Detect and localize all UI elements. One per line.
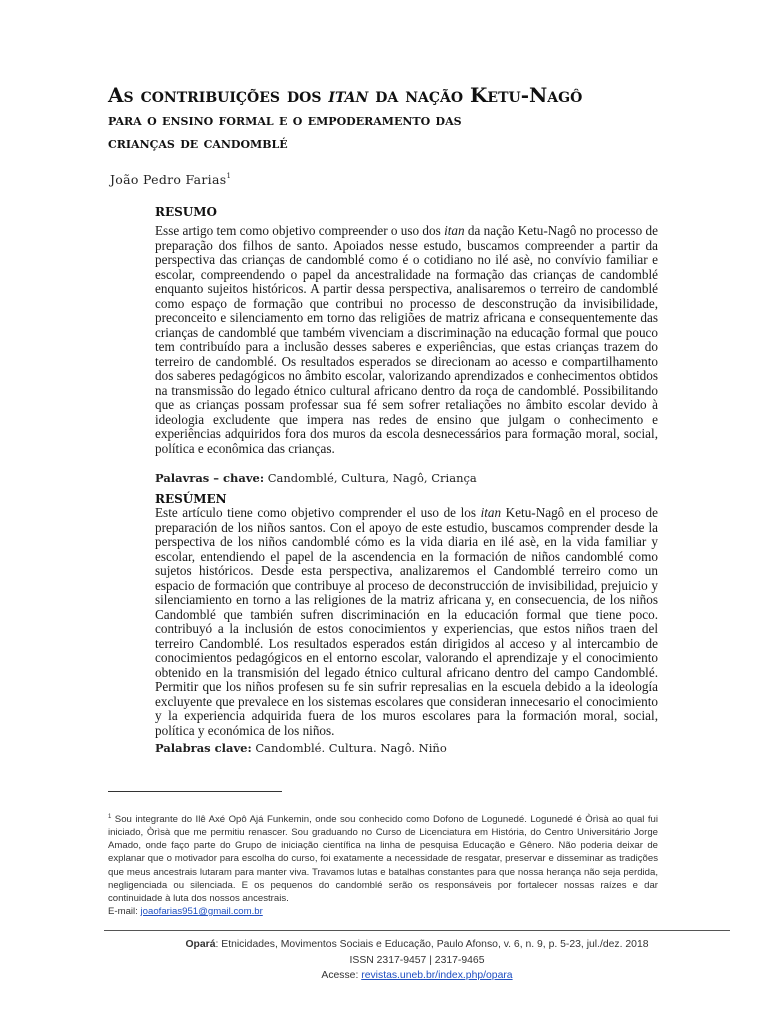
footer-access-link[interactable]: revistas.uneb.br/index.php/opara bbox=[361, 970, 513, 981]
resumo-keywords-label: Palavras – chave: bbox=[155, 471, 265, 485]
footnote-divider bbox=[108, 791, 282, 792]
footnote-marker: 1 bbox=[108, 814, 112, 820]
resumen-keywords bbox=[155, 741, 658, 755]
resumo-keywords bbox=[155, 471, 658, 485]
title-line2: para o ensino formal e o empoderamento das bbox=[108, 110, 462, 129]
title-part1: As contribuições dos bbox=[108, 83, 329, 107]
footer-citation bbox=[104, 937, 730, 953]
author-name: João Pedro Farias bbox=[110, 172, 227, 187]
footer-issn: ISSN 2317-9457 | 2317-9465 bbox=[349, 954, 485, 966]
page-footer bbox=[104, 937, 730, 984]
resumen-keywords-list: Candomblé. Cultura. Nagô. Niño bbox=[251, 741, 447, 755]
resumo-keywords-list: Candomblé, Cultura, Nagô, Criança bbox=[264, 471, 477, 485]
resumen-text-2: Ketu-Nagô en el proceso de preparación de los niños santos. Con el apoyo de este estudio, buscamos comprender desde la perspectiva de los niños candomblé cómo es la vida diaria en ilé asè, en la vida familiar y escolar, entendiendo el papel de la ascendencia en la formación de niños candomblé como sujetos históricos. Desde esta perspectiva, analizaremos el Candomblé terreiro como un espacio de formación que contribuye al proceso de deconstrucción de invisibilidad, prejuicio y silenciamiento en torno a las religiones de la matriz africana y, en consecuencia, de los niños Candomblé que también sufren discriminación en la educación formal que tiene poco. contribuyó a la inclusión de estos conocimientos y experiencias, que estos niños traen del terreiro Candomblé. Los resultados esperados están dirigidos al acceso y al intercambio de conocimientos pedagógicos en el entorno escolar, valorando el aprendizaje y el conocimiento obtenido en la transmisión del legado étnico cultural africano dentro del campo Candomblé. Permitir que los niños profesen su fe sin sufrir represalias en la escuela debido a la ideología excluyente que prevalece en los sistemas escolares que consideran innecesario el conocimiento y la experiencia adquirida fuera de los muros escolares para la formación moral, social, política y económica de los niños. bbox=[155, 505, 659, 738]
title-part2: da nação Ketu-Nagô bbox=[368, 83, 583, 107]
footer-divider bbox=[104, 930, 730, 931]
resumo-heading: RESUMO bbox=[155, 205, 217, 219]
author-line bbox=[110, 172, 231, 187]
resumen-text bbox=[155, 506, 658, 738]
resumo-text bbox=[155, 224, 658, 456]
resumen-text-1: Este artículo tiene como objetivo comprender el uso de los bbox=[155, 505, 481, 520]
footer-journal: Opará bbox=[185, 939, 216, 950]
article-title bbox=[108, 84, 668, 154]
footnote-text: Sou integrante do Ilê Axé Opô Ajá Funkemin, onde sou conhecido como Dofono de Logunedé. Logunedé é Òrìsà ao qual fui iniciado, Òrìsà que me permitiu renascer. Sou graduando no Curso de Licenciatura em História, do Centro Universitário Jorge Amado, onde faço parte do Grupo de iniciação científica na linha de pesquisa Educação e Gênero. Não poderia deixar de explanar que o motivador para escolha do curso, foi exatamente a necessidade de resgatar, preservar e disseminar as tradições que meus ancestrais lutaram para manter viva. Travamos lutas e batalhas constantes para que nossa herança não seja perdida, negligenciada ou silenciada. E os pequenos do candomblé serão os responsáveis por fortalecer nossas raízes e dar continuidade à luta dos nossos ancestrais. bbox=[108, 814, 658, 904]
resumo-text-1: Esse artigo tem como objetivo compreender o uso dos bbox=[155, 223, 445, 238]
footer-access-label: Acesse: bbox=[321, 970, 362, 981]
footer-access bbox=[104, 968, 730, 984]
footnote-email-label: E-mail: bbox=[108, 905, 141, 917]
author-footnote-marker[interactable]: 1 bbox=[226, 172, 232, 180]
resumo-itan: itan bbox=[444, 223, 465, 238]
resumo-text-2: da nação Ketu-Nagô no processo de preparação dos filhos de santo. Apoiados nesse estudo, buscamos compreender a partir da perspectiva das crianças de candomblé como é o cotidiano no ilé asè, no convívio familiar e escolar, compreendendo o papel da ancestralidade na formação das crianças de candomblé enquanto sujeitos históricos. A partir dessa perspectiva, analisaremos o terreiro de candomblé como espaço de formação que contribui no processo de desconstrução da invisibilidade, preconceito e silenciamento em torno das religiões de matriz africana e consequentemente das crianças de candomblé que também vivenciam a discriminação na educação formal que pouco tem contribuído para a inclusão desses saberes e experiências, que estas crianças trazem do terreiro de candomblé. Os resultados esperados se direcionam ao acesso e compartilhamento dos saberes pedagógicos no âmbito escolar, valorizando aprendizados e conhecimentos obtidos na transmissão do legado étnico cultural africano dentro da roça de candomblé. Possibilitando que as crianças possam professar sua fé sem sofrer retaliações no âmbito escolar devido à ideologia excludente que impera nas redes de ensino que julgam o conhecimento e experiências adquiridos fora dos muros da escola desnecessários para formação moral, social, política e econômica das crianças. bbox=[155, 223, 658, 456]
resumen-heading: RESÚMEN bbox=[155, 492, 227, 506]
resumen-keywords-label: Palabras clave: bbox=[155, 741, 252, 755]
title-line3: crianças de candomblé bbox=[108, 133, 288, 152]
title-itan: itan bbox=[328, 83, 369, 107]
footnote bbox=[108, 811, 658, 918]
resumen-itan: itan bbox=[480, 505, 502, 520]
footer-citation-text: : Etnicidades, Movimentos Sociais e Educação, Paulo Afonso, v. 6, n. 9, p. 5-23, jul./dez. 2018 bbox=[215, 939, 649, 950]
footnote-email-link[interactable]: joaofarias951@gmail.com.br bbox=[140, 905, 263, 917]
